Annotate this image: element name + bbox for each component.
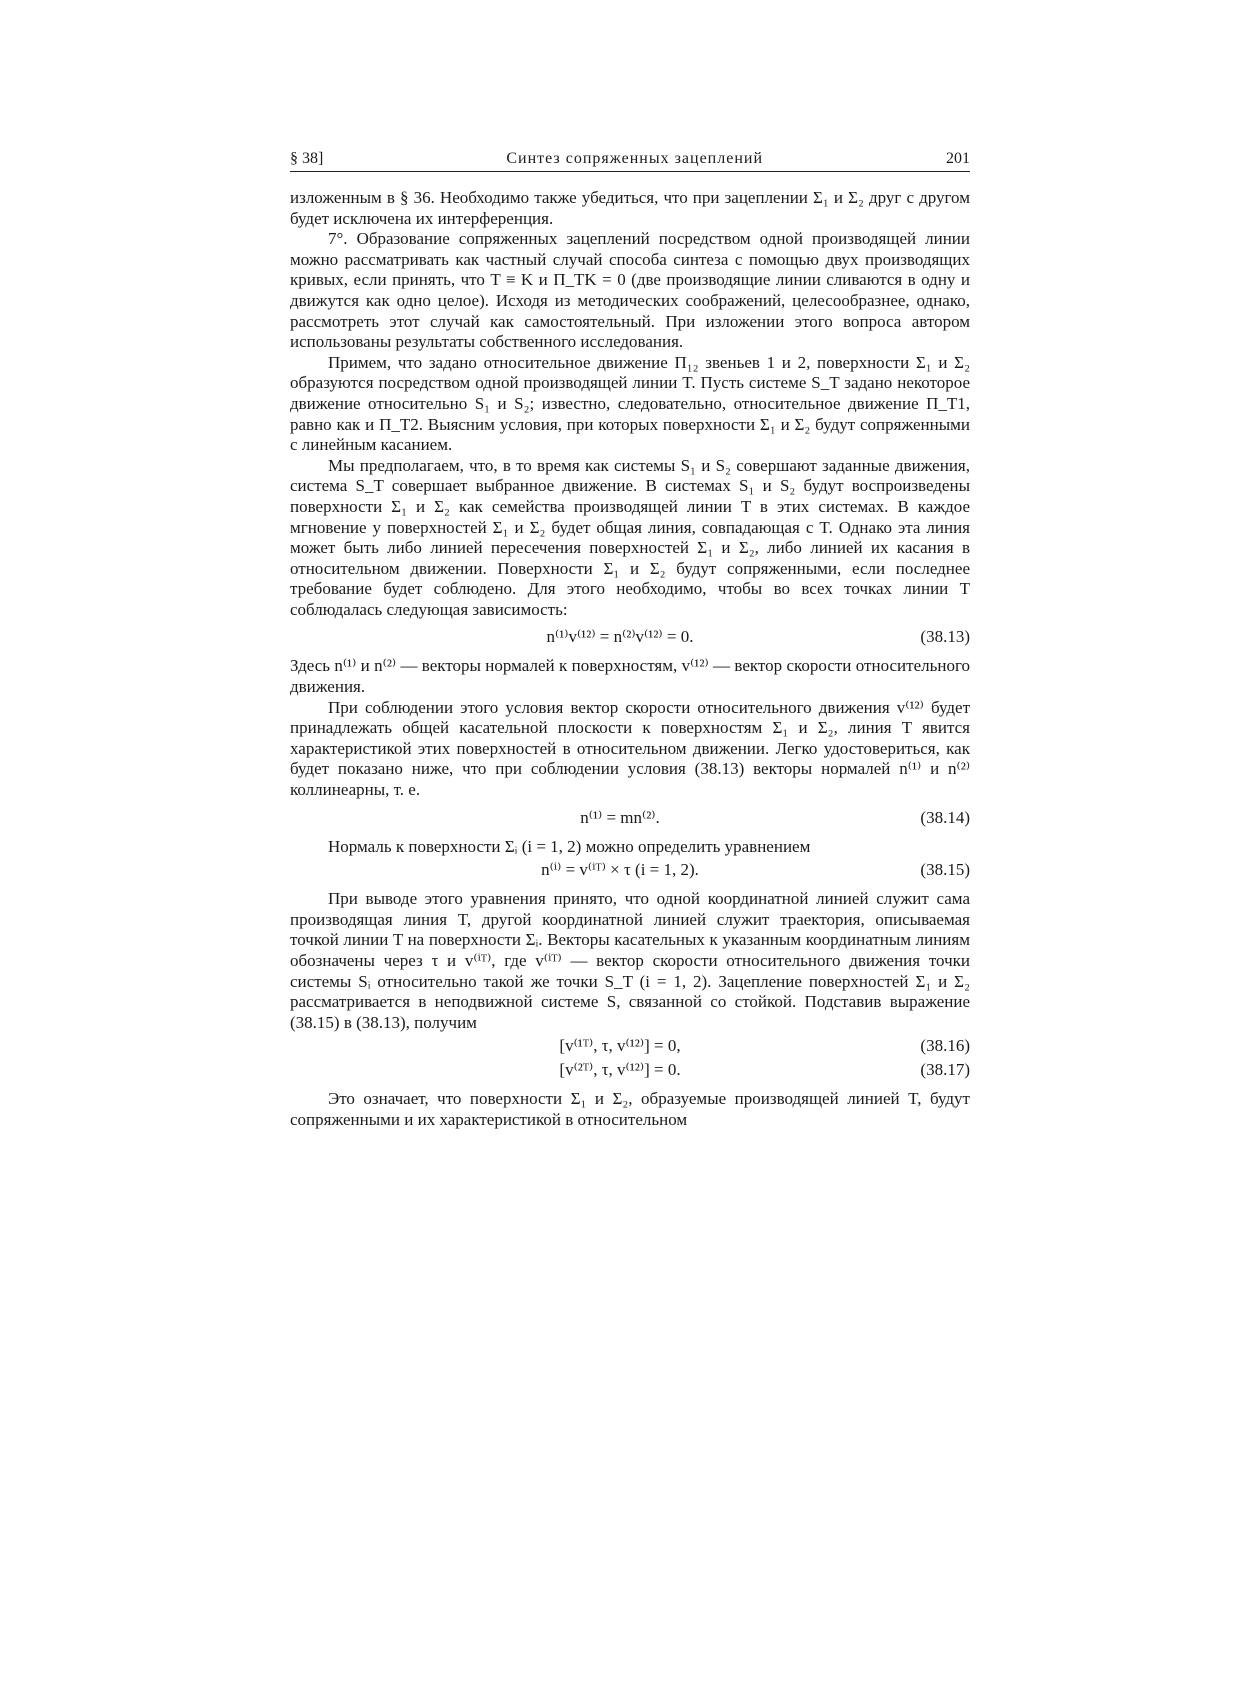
equation-number: (38.17) bbox=[920, 1060, 970, 1080]
equation-body: [v⁽¹ᵀ⁾, τ, v⁽¹²⁾] = 0, bbox=[559, 1036, 681, 1056]
paragraph: Примем, что задано относительное движение Π₁₂ звеньев 1 и 2, поверхности Σ₁ и Σ₂ образуются посредством одной производящей линии T. Пусть системе S_T задано некоторое движение относительно S₁ и S₂; известно, следовательно, относительное движение Π_T1, равно как и Π_T2. Выясним условия, при которых поверхности Σ₁ и Σ₂ будут сопряженными с линейным касанием. bbox=[290, 352, 970, 455]
paragraph: Нормаль к поверхности Σᵢ (i = 1, 2) можно определить уравнением bbox=[328, 836, 811, 856]
paragraph: При соблюдении этого условия вектор скорости относительного движения v⁽¹²⁾ будет принадлежать общей касательной плоскости к поверхностям Σ₁ и Σ₂, линия T явится характеристикой этих поверхностей в относительном движении. Легко удостовериться, как будет показано ниже, что при соблюдении условия (38.13) векторы нормалей n⁽¹⁾ и n⁽²⁾ коллинеарны, т. е. bbox=[290, 697, 970, 800]
running-head bbox=[290, 150, 970, 172]
equation-number: (38.13) bbox=[920, 627, 970, 647]
page-content bbox=[290, 150, 970, 1131]
equation-body: n⁽ⁱ⁾ = v⁽ⁱᵀ⁾ × τ (i = 1, 2). bbox=[541, 860, 699, 880]
running-title: Синтез сопряженных зацеплений bbox=[506, 150, 763, 167]
equation-38-15 bbox=[290, 859, 970, 881]
paragraph: 7°. Образование сопряженных зацеплений посредством одной производящей линии можно рассматривать как частный случай способа синтеза с помощью двух производящих кривых, если принять, что T ≡ K и Π_TK = 0 (две производящие линии сливаются в одну и движутся как одно целое). Исходя из методических соображений, целесообразнее, однако, рассмотреть этот случай как самостоятельный. При изложении этого вопроса автором использованы результаты собственного исследования. bbox=[290, 229, 970, 352]
paragraph: При выводе этого уравнения принято, что одной координатной линией служит сама производящая линия T, другой координатной линией служит траектория, описываемая точкой линии T на поверхности Σᵢ. Векторы касательных к указанным координатным линиям обозначены через τ и v⁽ⁱᵀ⁾, где v⁽ⁱᵀ⁾ — вектор скорости относительного движения точки системы Sᵢ относительно такой же точки S_T (i = 1, 2). Зацепление поверхностей Σ₁ и Σ₂ рассматривается в неподвижной системе S, связанной со стойкой. Подставив выражение (38.15) в (38.13), получим bbox=[290, 889, 970, 1032]
equation-38-13 bbox=[290, 626, 970, 648]
paragraph: Мы предполагаем, что, в то время как системы S₁ и S₂ совершают заданные движения, система S_T совершает выбранное движение. В системах S₁ и S₂ будут воспроизведены поверхности Σ₁ и Σ₂ как семейства производящей линии T в этих системах. В каждое мгновение у поверхностей Σ₁ и Σ₂ будет общая линия, совпадающая с T. Однако эта линия может быть либо линией пересечения поверхностей Σ₁ и Σ₂, либо линией их касания в относительном движении. Поверхности Σ₁ и Σ₂ будут сопряженными, если последнее требование будет соблюдено. Для этого необходимо, чтобы во всех точках линии T соблюдалась следующая зависимость: bbox=[290, 455, 970, 619]
equation-38-17 bbox=[290, 1059, 970, 1081]
equation-38-16 bbox=[290, 1035, 970, 1057]
equation-number: (38.14) bbox=[920, 807, 970, 827]
body-text bbox=[290, 188, 970, 1131]
equation-body: [v⁽²ᵀ⁾, τ, v⁽¹²⁾] = 0. bbox=[559, 1060, 681, 1080]
equation-body: n⁽¹⁾ = mn⁽²⁾. bbox=[580, 807, 660, 827]
equation-body: n⁽¹⁾v⁽¹²⁾ = n⁽²⁾v⁽¹²⁾ = 0. bbox=[546, 627, 694, 647]
section-marker: § 38] bbox=[290, 150, 324, 167]
equation-number: (38.16) bbox=[920, 1036, 970, 1056]
paragraph: изложенным в § 36. Необходимо также убедиться, что при зацеплении Σ₁ и Σ₂ друг с другом будет исключена их интерференция. bbox=[290, 188, 970, 228]
equation-38-14 bbox=[290, 807, 970, 829]
page-number: 201 bbox=[946, 150, 970, 167]
paragraph: Это означает, что поверхности Σ₁ и Σ₂, образуемые производящей линией T, будут сопряженными и их характеристикой в относительном bbox=[290, 1089, 970, 1129]
paragraph: Здесь n⁽¹⁾ и n⁽²⁾ — векторы нормалей к поверхностям, v⁽¹²⁾ — вектор скорости относительного движения. bbox=[290, 656, 970, 697]
equation-number: (38.15) bbox=[920, 860, 970, 880]
